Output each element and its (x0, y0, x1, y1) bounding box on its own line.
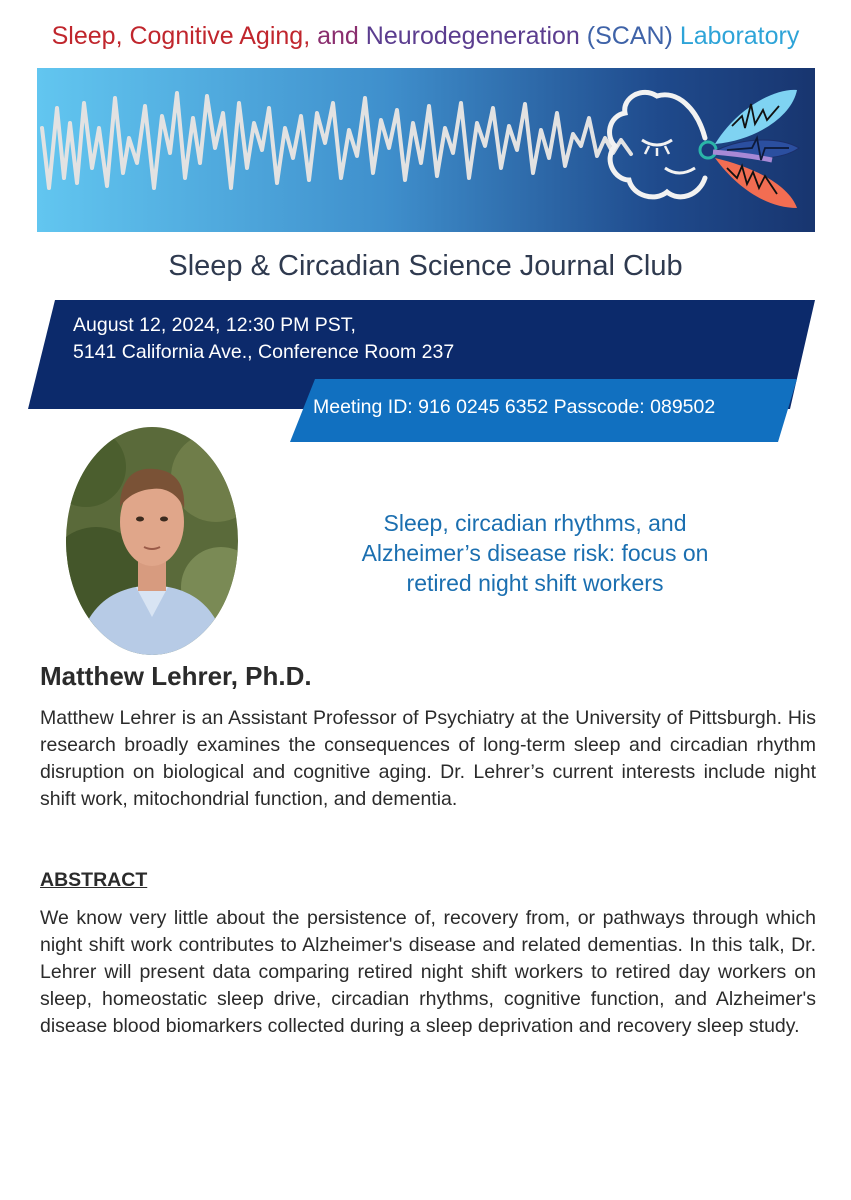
speaker-name: Matthew Lehrer, Ph.D. (40, 661, 312, 691)
lab-title-part: (SCAN) (586, 22, 680, 50)
talk-title-line: Sleep, circadian rhythms, and (383, 510, 687, 536)
event-location: 5141 California Ave., Conference Room 237 (73, 341, 455, 363)
eeg-banner (37, 68, 815, 232)
abstract-heading: ABSTRACT (40, 869, 148, 891)
talk-title-line: retired night shift workers (406, 570, 664, 596)
lab-title-part: Neurodegeneration (365, 22, 587, 50)
abstract-text: We know very little about the persistence of, recovery from, or pathways through which night shift work contributes to Alzheimer's disease and related dementias. In this talk, Dr. Lehrer will present data comparing retired night shift workers to retired day workers on sleep, homeostatic sleep drive, circadian rhythms, cognitive function, and Alzheimer's disease blood biomarkers collected during a sleep deprivation and recovery sleep study. (40, 907, 816, 1037)
journal-club-title: Sleep & Circadian Science Journal Club (168, 250, 683, 282)
speaker-bio: Matthew Lehrer is an Assistant Professor of Psychiatry at the University of Pittsburgh. His research broadly examines the consequences of long-term sleep and circadian rhythm disruption on biological and cognitive aging. Dr. Lehrer’s current interests include night shift work, mitochondrial function, and dementia. (40, 707, 816, 810)
talk-title (300, 508, 770, 598)
event-date-time: August 12, 2024, 12:30 PM PST, (73, 314, 356, 336)
talk-title-line: Alzheimer’s disease risk: focus on (361, 540, 709, 566)
lab-title (0, 22, 851, 51)
speaker-photo (66, 427, 238, 655)
meeting-id: Meeting ID: 916 0245 6352 Passcode: 089502 (313, 396, 716, 418)
lab-title-part: Sleep, Cognitive Aging, (51, 22, 318, 50)
banner-background (37, 68, 815, 232)
event-info (73, 312, 454, 366)
lab-title-part: Laboratory (679, 22, 800, 50)
lab-title-part: and (317, 22, 366, 50)
